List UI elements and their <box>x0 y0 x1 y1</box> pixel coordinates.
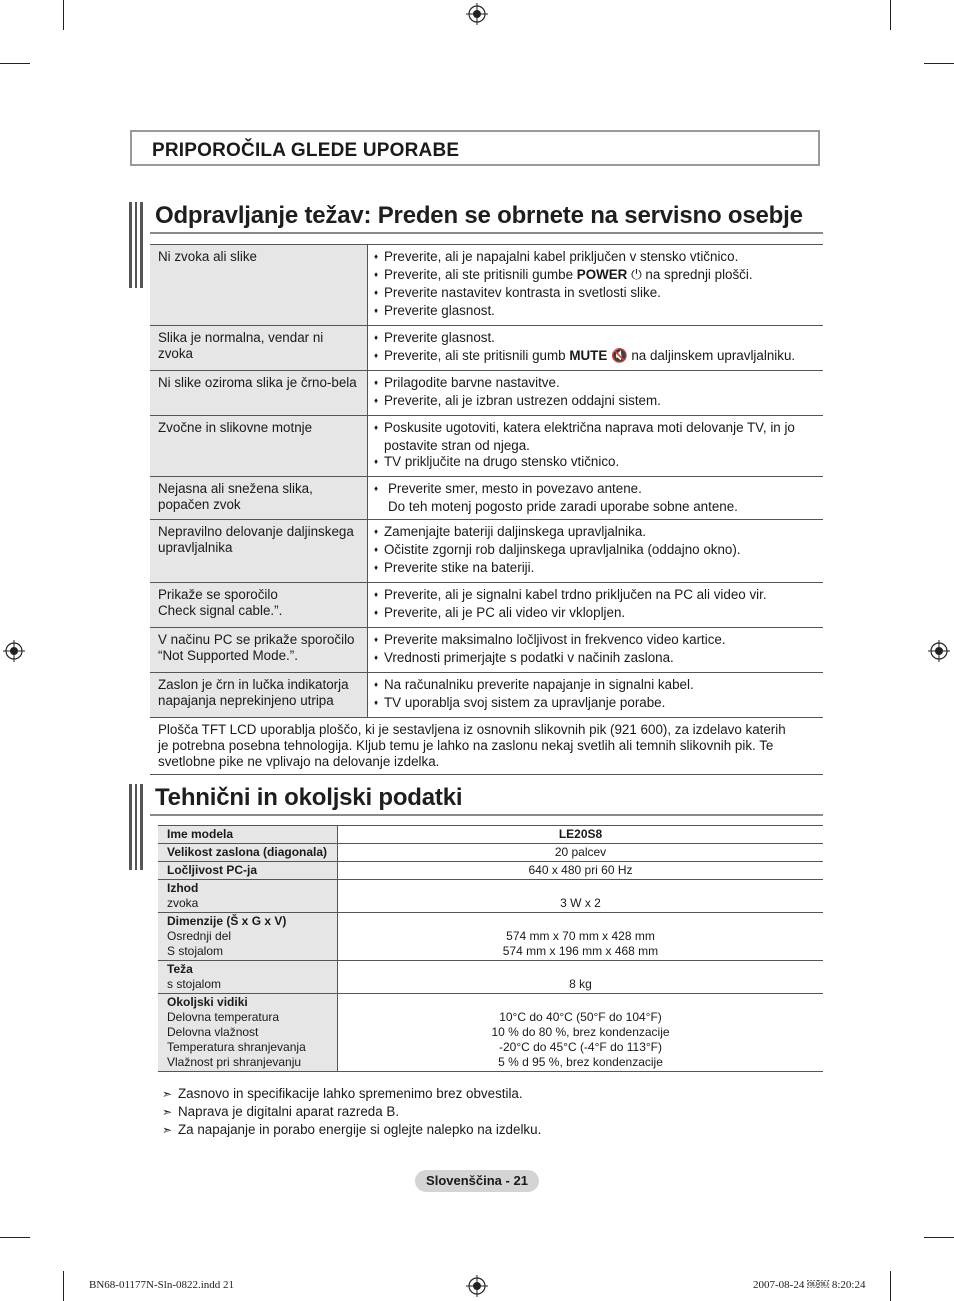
section-header-box <box>130 130 820 166</box>
crop-mark <box>63 1271 64 1301</box>
solution-continuation: Do teh motenj pogosto pride zaradi uporabe sobne antene. <box>388 499 738 514</box>
solution-item: ♦ Očistite zgornji rob daljinskega upravljalnika (oddajno okno). <box>374 542 823 560</box>
spec-key: Izhod <box>167 881 199 895</box>
problem-text: upravljalnika <box>158 540 233 555</box>
solution-item: ♦ Preverite glasnost. <box>374 303 823 321</box>
spec-key-cell <box>158 880 338 913</box>
spec-key: s stojalom <box>167 977 222 991</box>
problem-text: popačen zvok <box>158 497 241 512</box>
solution-cell <box>368 371 824 416</box>
note-cell <box>150 718 823 775</box>
registration-mark-icon <box>928 640 950 662</box>
table-row <box>150 245 823 326</box>
spec-value: 640 x 480 pri 60 Hz <box>528 863 633 877</box>
crop-mark <box>924 63 954 64</box>
solution-cell <box>368 416 824 477</box>
solution-cell <box>368 673 824 718</box>
spec-value-cell <box>338 961 824 994</box>
note-item: ➣ Za napajanje in porabo energije si oglejte nalepko na izdelku. <box>162 1121 541 1139</box>
table-row <box>150 371 823 416</box>
spec-key-cell <box>158 844 338 862</box>
solution-item: ♦ Preverite, ali je napajalni kabel priključen v stensko vtičnico. <box>374 249 823 267</box>
problem-cell <box>150 583 368 628</box>
page-number-badge: Slovenščina - 21 <box>415 1170 539 1192</box>
note-line: svetlobne pike ne vplivajo na delovanje izdelka. <box>158 754 440 769</box>
crop-mark <box>924 1237 954 1238</box>
spec-value-cell <box>338 880 824 913</box>
problem-cell <box>150 326 368 371</box>
solution-item: ♦ Preverite glasnost. <box>374 330 823 348</box>
registration-mark-icon <box>466 1275 488 1297</box>
problem-cell <box>150 416 368 477</box>
solution-cell <box>368 245 824 326</box>
solution-item: ♦ Zamenjajte bateriji daljinskega upravljalnika. <box>374 524 823 542</box>
problem-text: Prikaže se sporočilo <box>158 587 278 602</box>
note-item: ➣ Naprava je digitalni aparat razreda B. <box>162 1103 541 1121</box>
troubleshooting-table <box>150 244 823 775</box>
footer-file-info: BN68-01177N-Sln-0822.indd 21 <box>89 1279 235 1291</box>
solution-cell <box>368 583 824 628</box>
problem-cell <box>150 628 368 673</box>
solution-cell <box>368 520 824 583</box>
spec-value-cell <box>338 913 824 961</box>
solution-item: ♦ Preverite maksimalno ločljivost in frekvenco video kartice. <box>374 632 823 650</box>
solution-item: ♦ Prilagodite barvne nastavitve. <box>374 375 823 393</box>
spec-key: Osrednji del <box>167 929 232 943</box>
solution-item: ♦ TV priključite na drugo stensko vtičnico. <box>374 454 823 472</box>
solution-item: ♦ Preverite, ali ste pritisnili gumbe POWER ⏻ na sprednji plošči. <box>374 267 823 285</box>
spec-value: 3 W x 2 <box>560 896 601 910</box>
problem-text: V načinu PC se prikaže sporočilo <box>158 632 355 647</box>
spec-row <box>158 880 823 913</box>
solution-cell <box>368 628 824 673</box>
problem-text: zvoka <box>158 346 193 361</box>
spec-key: zvoka <box>167 896 199 910</box>
registration-mark-icon <box>466 3 488 25</box>
problem-text: “Not Supported Mode.”. <box>158 648 298 663</box>
spec-key: Ime modela <box>167 827 234 841</box>
table-row <box>150 628 823 673</box>
spec-key-cell <box>158 913 338 961</box>
troubleshooting-title: Odpravljanje težav: Preden se obrnete na servisno osebje <box>155 202 803 229</box>
problem-text: Nepravilno delovanje daljinskega <box>158 524 354 539</box>
note-item: ➣ Zasnovo in specifikacije lahko spremenimo brez obvestila. <box>162 1085 541 1103</box>
solution-item: ♦ Preverite, ali je PC ali video vir vklopljen. <box>374 605 823 623</box>
crop-mark <box>63 0 64 30</box>
solution-item: ♦ Vrednosti primerjajte s podatki v načinih zaslona. <box>374 650 823 668</box>
table-row <box>150 520 823 583</box>
spec-key: Teža <box>167 962 193 976</box>
spec-row <box>158 862 823 880</box>
spec-key-cell <box>158 862 338 880</box>
spec-key: Velikost zaslona (diagonala) <box>167 845 328 859</box>
spec-key: Dimenzije (Š x G x V) <box>167 914 287 928</box>
problem-text: napajanja neprekinjeno utripa <box>158 693 334 708</box>
problem-cell <box>150 477 368 520</box>
solution-item: ♦ Preverite, ali ste pritisnili gumb MUTE 🔇 na daljinskem upravljalniku. <box>374 348 823 366</box>
problem-cell <box>150 520 368 583</box>
spec-value-cell <box>338 826 824 844</box>
note-row <box>150 718 823 775</box>
problem-text: Check signal cable.”. <box>158 603 283 618</box>
solution-item: ♦ Preverite, ali je signalni kabel trdno priključen na PC ali video vir. <box>374 587 823 605</box>
spec-row <box>158 826 823 844</box>
table-row <box>150 673 823 718</box>
crop-mark <box>0 63 30 64</box>
heading-underline <box>150 814 823 816</box>
note-line: Plošča TFT LCD uporablja ploščo, ki je sestavljena iz osnovnih slikovnih pik (921 600), za izdelavo katerih <box>158 722 786 737</box>
spec-key-cell <box>158 994 338 1072</box>
spec-value: -20°C do 45°C (-4°F do 113°F) <box>498 1040 663 1054</box>
registration-mark-icon <box>3 640 25 662</box>
spec-value: 574 mm x 196 mm x 468 mm <box>502 944 659 958</box>
specs-table <box>158 825 823 1072</box>
table-row <box>150 326 823 371</box>
spec-value: 10 % do 80 %, brez kondenzacije <box>491 1025 670 1039</box>
spec-key: Delovna temperatura <box>167 1010 280 1024</box>
problem-cell <box>150 245 368 326</box>
spec-row <box>158 913 823 961</box>
problem-text: Ni slike oziroma slika je črno-bela <box>158 375 357 390</box>
solution-cell <box>368 477 824 520</box>
heading-underline <box>150 232 823 234</box>
table-row <box>150 416 823 477</box>
spec-key: S stojalom <box>167 944 224 958</box>
spec-key: Temperatura shranjevanja <box>167 1040 306 1054</box>
spec-key: Okoljski vidiki <box>167 995 248 1009</box>
crop-mark <box>0 1237 30 1238</box>
spec-row <box>158 961 823 994</box>
spec-key: Ločljivost PC-ja <box>167 863 258 877</box>
footer-timestamp: 2007-08-24 ￼￼ 8:20:24 <box>753 1279 866 1291</box>
heading-bar <box>129 784 143 870</box>
notes-list <box>162 1085 541 1139</box>
problem-text: Zaslon je črn in lučka indikatorja <box>158 677 349 692</box>
problem-cell <box>150 673 368 718</box>
spec-value: 8 kg <box>569 977 592 991</box>
spec-value-cell <box>338 994 824 1072</box>
spec-value-cell <box>338 844 824 862</box>
spec-row <box>158 844 823 862</box>
spec-value: LE20S8 <box>558 827 603 841</box>
crop-mark <box>890 1271 891 1301</box>
spec-key-cell <box>158 826 338 844</box>
solution-item: ♦ Poskusite ugotoviti, katera električna naprava moti delovanje TV, in jo postavite stran od njega. <box>374 420 823 454</box>
problem-text: Nejasna ali snežena slika, <box>158 481 313 496</box>
crop-mark <box>890 0 891 30</box>
solution-item: ♦ Preverite stike na bateriji. <box>374 560 823 578</box>
note-line: je potrebna posebna tehnologija. Kljub temu je lahko na zaslonu nekaj svetlih ali temnih slikovnih pik. Te <box>158 738 774 753</box>
section-title: PRIPOROČILA GLEDE UPORABE <box>152 140 460 161</box>
spec-key: Delovna vlažnost <box>167 1025 259 1039</box>
problem-text: Ni zvoka ali slike <box>158 249 257 264</box>
solution-item: ♦ TV uporablja svoj sistem za upravljanje porabe. <box>374 695 823 713</box>
solution-item: ♦ Na računalniku preverite napajanje in signalni kabel. <box>374 677 823 695</box>
problem-text: Zvočne in slikovne motnje <box>158 420 313 435</box>
solution-item: ♦ Preverite smer, mesto in povezavo antene. <box>374 481 823 499</box>
spec-value: 574 mm x 70 mm x 428 mm <box>506 929 655 943</box>
table-row <box>150 477 823 520</box>
spec-value: 20 palcev <box>554 845 607 859</box>
problem-text: Slika je normalna, vendar ni <box>158 330 324 345</box>
table-row <box>150 583 823 628</box>
heading-bar <box>129 202 143 288</box>
spec-value: 5 % d 95 %, brez kondenzacije <box>498 1055 663 1069</box>
solution-item: ♦ Preverite nastavitev kontrasta in svetlosti slike. <box>374 285 823 303</box>
spec-key-cell <box>158 961 338 994</box>
solution-item: ♦ Preverite, ali je izbran ustrezen oddajni sistem. <box>374 393 823 411</box>
problem-cell <box>150 371 368 416</box>
spec-key: Vlažnost pri shranjevanju <box>167 1055 302 1069</box>
spec-row <box>158 994 823 1072</box>
spec-value-cell <box>338 862 824 880</box>
solution-cell <box>368 326 824 371</box>
spec-value: 10°C do 40°C (50°F do 104°F) <box>499 1010 662 1024</box>
specs-title: Tehnični in okoljski podatki <box>155 784 463 811</box>
